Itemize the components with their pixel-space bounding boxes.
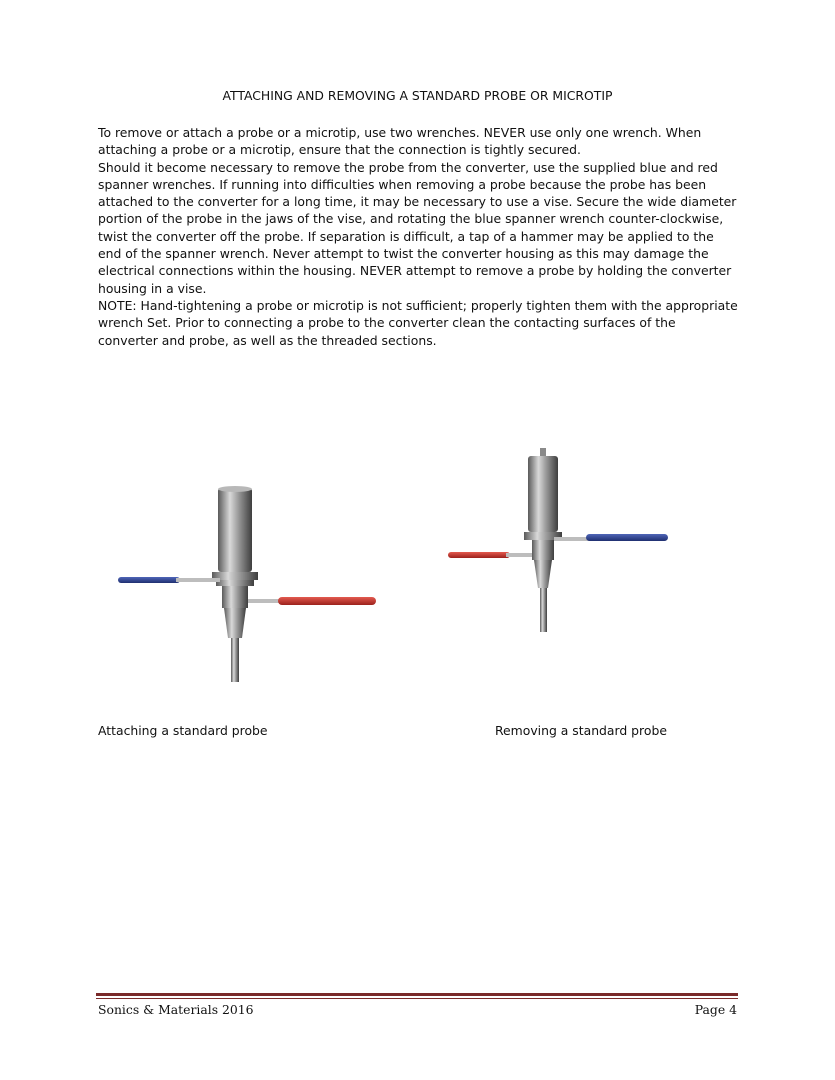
footer-company: Sonics & Materials 2016 — [98, 1002, 254, 1017]
paragraph-1: To remove or attach a probe or a microtip, use two wrenches. NEVER use only one wrench. When attaching a probe or a microtip, ensure that the connection is tightly secured. — [98, 125, 702, 158]
probe-taper — [224, 608, 246, 638]
probe-body — [532, 540, 554, 560]
red-wrench-handle — [448, 552, 510, 558]
red-wrench-handle — [278, 597, 376, 605]
attaching-probe-photo — [112, 478, 384, 688]
converter-housing — [528, 456, 558, 532]
blue-wrench-shaft — [554, 537, 590, 541]
probe-taper — [534, 560, 552, 588]
collar — [216, 580, 254, 586]
page-title: ATTACHING AND REMOVING A STANDARD PROBE OR MICROTIP — [222, 88, 613, 103]
paragraph-3: NOTE: Hand-tightening a probe or microtip is not sufficient; properly tighten them with the appropriate wrench Set. Prior to connecting a probe to the converter clean the contacting surfaces of the converter and probe, as well as the threaded sections. — [98, 297, 738, 348]
removing-probe-photo — [444, 444, 672, 644]
probe-body — [222, 586, 248, 608]
paragraph-2: Should it become necessary to remove the probe from the converter, use the supplied blue and red spanner wrenches. If running into difficulties when removing a probe because the probe has been attached to the converter for a long time, it may be necessary to use a vise. Secure the wide diameter portion of the probe in the jaws of the vise, and rotating the blue spanner wrench counter-clockwise, twist the converter off the probe. If separation is difficult, a tap of a hammer may be applied to the end of the spanner wrench. Never attempt to twist the converter housing as this may damage the electrical connections within the housing. NEVER attempt to remove a probe by holding the converter housing in a vise. — [98, 159, 737, 296]
probe-tip — [540, 588, 547, 632]
caption-removing: Removing a standard probe — [495, 723, 667, 738]
blue-wrench-handle — [586, 534, 668, 541]
caption-attaching: Attaching a standard probe — [98, 723, 268, 738]
page-number: Page 4 — [694, 1002, 737, 1017]
converter-top — [218, 486, 252, 492]
footer-rule — [96, 993, 738, 996]
blue-wrench-shaft — [176, 578, 220, 582]
blue-wrench-handle — [118, 577, 180, 583]
footer-rule-thin — [96, 998, 738, 999]
red-wrench-shaft — [506, 553, 534, 557]
converter-housing — [218, 488, 252, 572]
converter-cap — [540, 448, 546, 456]
body-text — [98, 124, 738, 349]
probe-tip — [231, 638, 239, 682]
